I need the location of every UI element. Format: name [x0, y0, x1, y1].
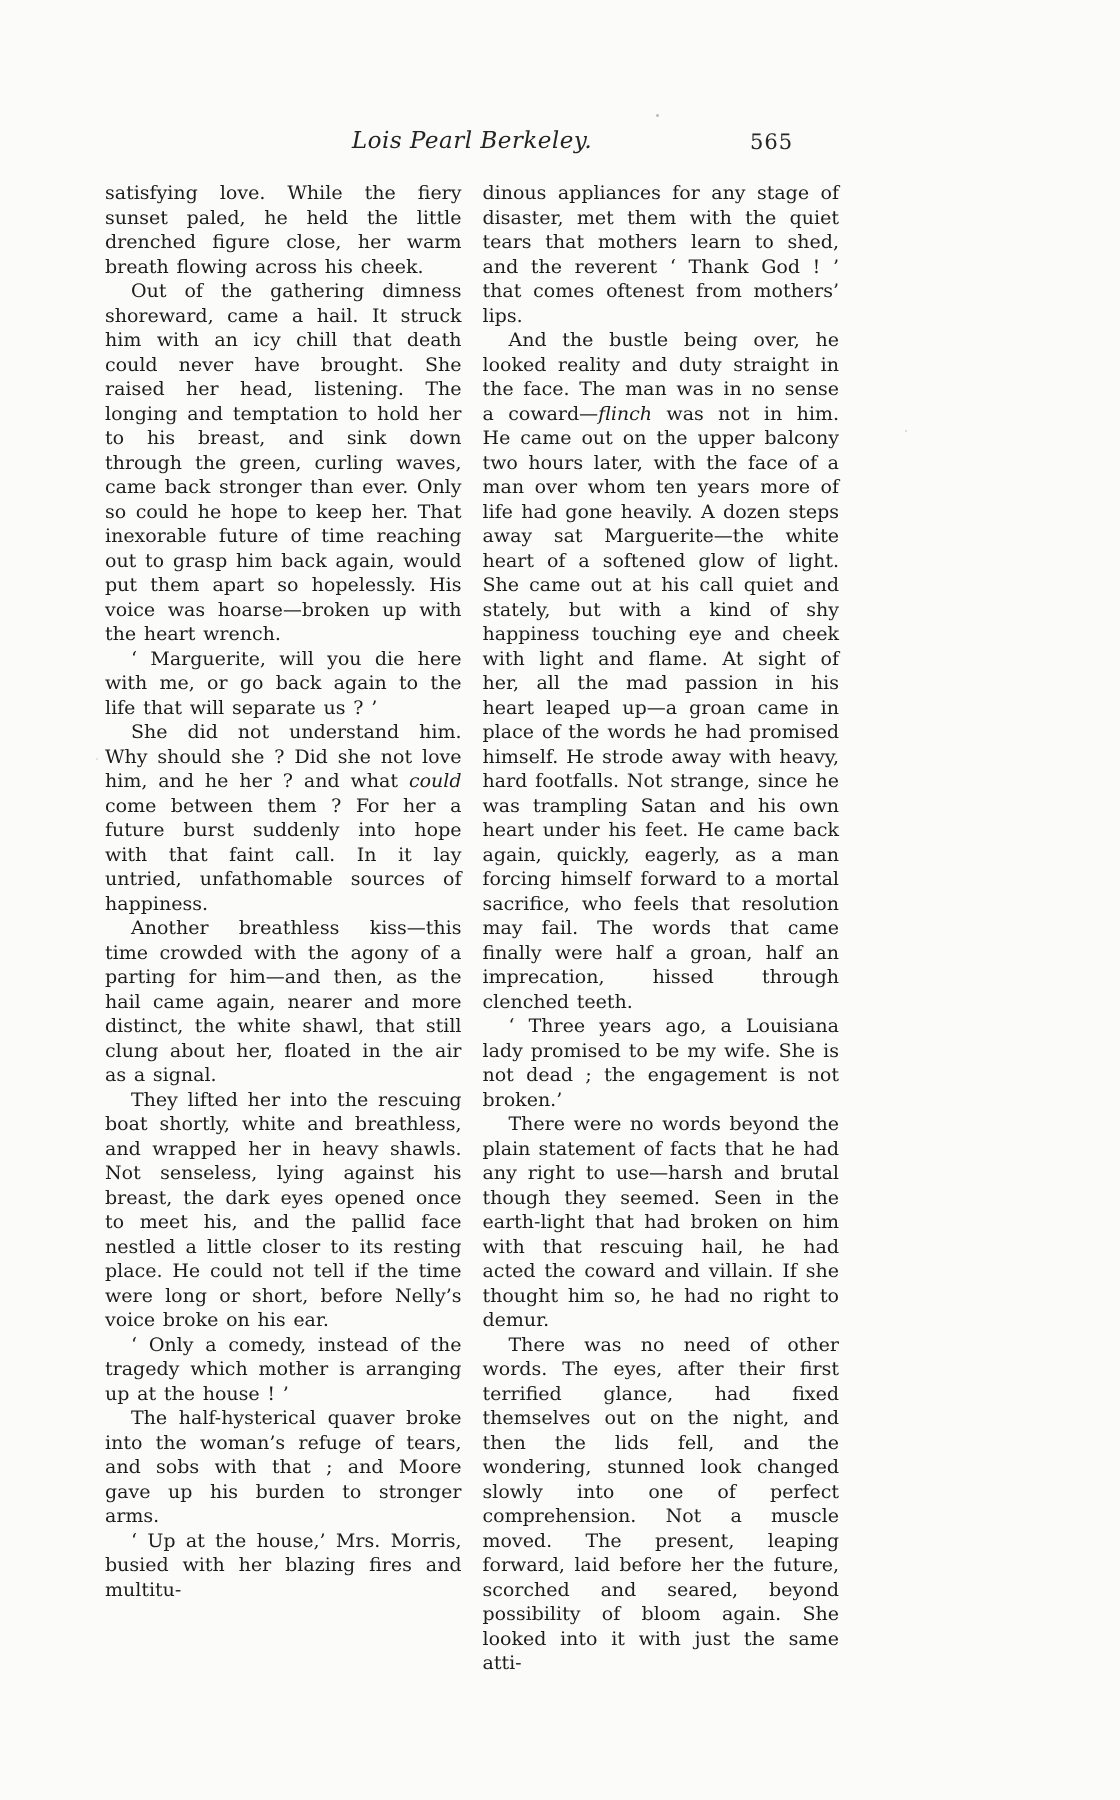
paragraph: The half-hysterical quaver broke into the woman’s refuge of tears, and sobs with that ; and Moore gave up his burden to stronger arms.: [105, 1407, 462, 1527]
paragraph: ‘ Only a comedy, instead of the tragedy which mother is arranging up at the house ! ’: [105, 1333, 462, 1405]
page-number: 565: [750, 130, 794, 154]
paragraph: ‘ Up at the house,’ Mrs. Morris, busied with her blazing fires and multitu-: [105, 1529, 462, 1601]
paragraph: And the bustle being over, he looked reality and duty straight in the face. The man was in no sense a coward—flinch was not in him. He came out on the upper balcony two hours later, with the face of a man over whom ten years more of life had gone heavily. A dozen steps away sat Marguerite—the white heart of a softened glow of light. She came out at his call quiet and stately, but with a kind of shy happiness touching eye and cheek with light and flame. At sight of her, all the mad passion in his heart leaped up—a groan came in place of the words he had promised himself. He strode away with heavy, hard footfalls. Not strange, since he was trampling Satan and his own heart under his feet. He came back again, quickly, eagerly, as a man forcing himself forward to a mortal sacrifice, who feels that resolution may fail. The words that came finally were half a groan, half an imprecation, hissed through clenched teeth.: [482, 329, 839, 1013]
paragraph: Out of the gathering dimness shoreward, came a hail. It struck him with an icy chill that death could never have brought. She raised her head, listening. The longing and temptation to hold her to his breast, and sink down through the green, curling waves, came back stronger than ever. Only so could he hope to keep her. That inexorable future of time reaching out to grasp him back again, would put them apart so hopelessly. His voice was hoarse—broken up with the heart wrench.: [105, 280, 462, 645]
page-header: [105, 128, 839, 162]
paragraph: ‘ Marguerite, will you die here with me, or go back again to the life that will separate us ? ’: [105, 647, 462, 719]
text-columns: [105, 181, 839, 1676]
scan-speck: [96, 758, 98, 760]
paragraph: ‘ Three years ago, a Louisiana lady promised to be my wife. She is not dead ; the engagement is not broken.’: [482, 1015, 839, 1111]
paragraph: satisfying love. While the fiery sunset paled, he held the little drenched figure close, her warm breath flowing across his cheek.: [105, 182, 462, 278]
paragraph: There were no words beyond the plain statement of facts that he had any right to use—harsh and brutal though they seemed. Seen in the earth-light that had broken on him with that rescuing hail, he had acted the coward and villain. If she thought him so, he had no right to demur.: [482, 1113, 839, 1331]
paragraph: There was no need of other words. The eyes, after their first terrified glance, had fixed themselves out on the night, and then the lids fell, and the wondering, stunned look changed slowly into one of perfect comprehension. Not a muscle moved. The present, leaping forward, laid before her the future, scorched and seared, beyond possibility of bloom again. She looked into it with just the same atti-: [482, 1333, 839, 1674]
paragraph: She did not understand him. Why should she ? Did she not love him, and he her ? and what could come between them ? For her a future burst suddenly into hope with that faint call. In it lay untried, unfathomable sources of happiness.: [105, 721, 462, 915]
right-column: [483, 181, 840, 1676]
paragraph: Another breathless kiss—this time crowded with the agony of a parting for him—and then, as the hail came again, nearer and more distinct, the white shawl, that still clung about her, floated in the air as a signal.: [105, 917, 462, 1086]
left-column: [105, 181, 462, 1676]
running-title: Lois Pearl Berkeley.: [351, 128, 593, 154]
paragraph: dinous appliances for any stage of disaster, met them with the quiet tears that mothers learn to shed, and the reverent ‘ Thank God ! ’ that comes oftenest from mothers’ lips.: [482, 182, 839, 327]
paragraph: They lifted her into the rescuing boat shortly, white and breathless, and wrapped her in heavy shawls. Not senseless, lying against his breast, the dark eyes opened once to meet his, and the pallid face nestled a little closer to its resting place. He could not tell if the time were long or short, before Nelly’s voice broke on his ear.: [105, 1088, 462, 1331]
scan-speck: [656, 114, 659, 117]
scan-speck: [905, 430, 907, 432]
